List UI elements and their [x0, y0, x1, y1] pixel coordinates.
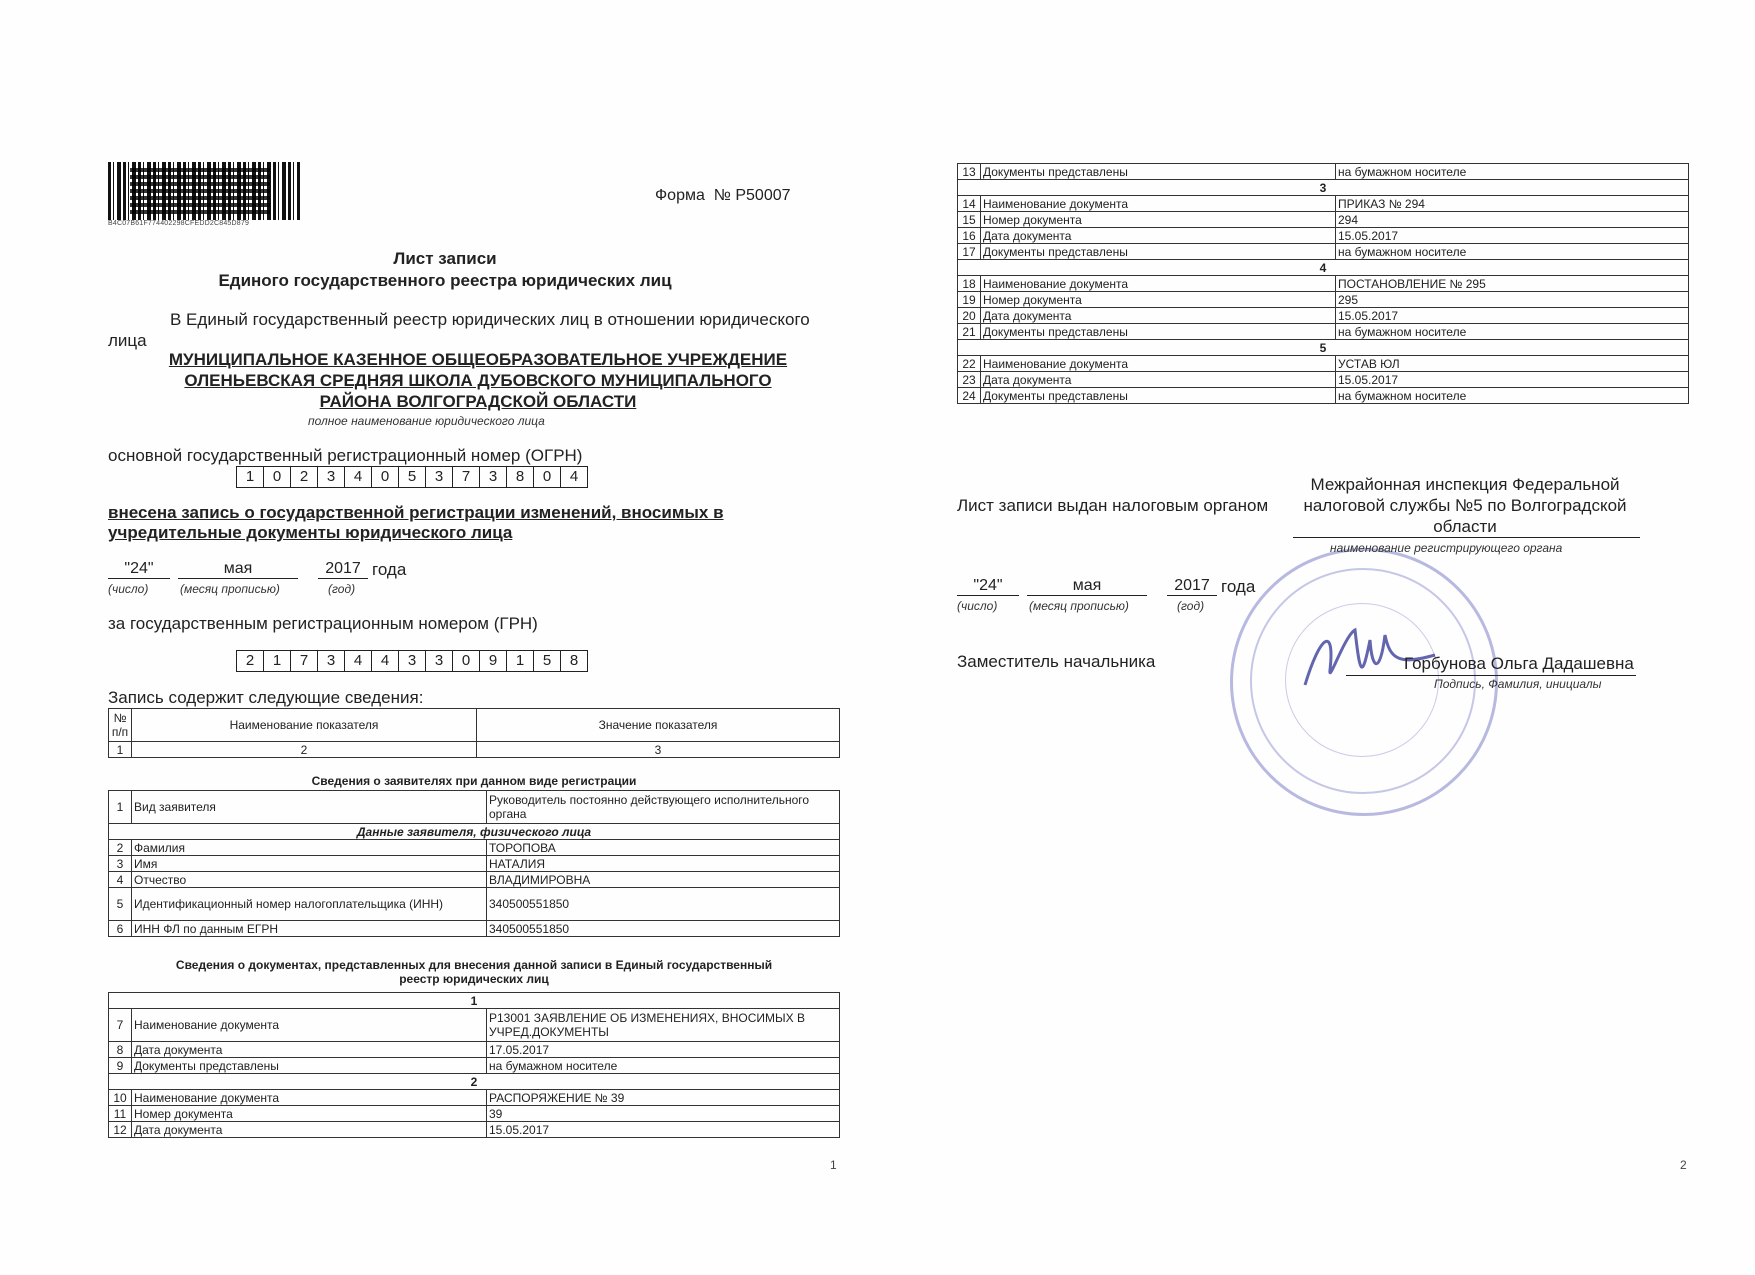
documents-table-right — [957, 163, 1689, 404]
ogrn-digit: 7 — [453, 467, 480, 487]
table-row — [109, 1058, 840, 1074]
cell-name: Дата документа — [981, 372, 1336, 388]
cell-name: Дата документа — [132, 1042, 487, 1058]
form-number-value: № Р50007 — [713, 187, 791, 204]
group-number: 3 — [958, 180, 1689, 196]
table-row — [109, 888, 840, 921]
date-day-caption-right: (число) — [957, 599, 998, 613]
group-number: 1 — [109, 993, 840, 1009]
cell-num: 13 — [958, 164, 981, 180]
cell-num: 18 — [958, 276, 981, 292]
cell-name: Наименование документа — [981, 196, 1336, 212]
grn-digit: 9 — [480, 651, 507, 671]
cell-name: Документы представлены — [981, 164, 1336, 180]
cell-value: РАСПОРЯЖЕНИЕ № 39 — [487, 1090, 840, 1106]
cell-value: на бумажном носителе — [1336, 164, 1689, 180]
ogrn-digit: 1 — [237, 467, 264, 487]
cell-num: 22 — [958, 356, 981, 372]
cell-name: Номер документа — [981, 292, 1336, 308]
table-row — [958, 292, 1689, 308]
cell-value: Руководитель постоянно действующего исполнительного органа — [487, 791, 840, 824]
date-year-caption: (год) — [328, 582, 356, 596]
date-month-caption: (месяц прописью) — [180, 582, 280, 596]
org-line-3: РАЙОНА ВОЛГОГРАДСКОЙ ОБЛАСТИ — [319, 392, 637, 411]
group-number: 2 — [109, 1074, 840, 1090]
grn-digit: 8 — [569, 652, 579, 669]
barcode-pattern — [130, 168, 270, 214]
grn-digit: 4 — [372, 651, 399, 671]
cell-name: Идентификационный номер налогоплательщика (ИНН) — [132, 888, 487, 921]
form-number — [655, 187, 791, 205]
signer-name: Горбунова Ольга Дадашевна — [1404, 654, 1634, 673]
cell-name: Дата документа — [132, 1122, 487, 1138]
cell-value: НАТАЛИЯ — [487, 856, 840, 872]
ogrn-digit: 8 — [507, 467, 534, 487]
cell-name: Имя — [132, 856, 487, 872]
table-row — [958, 164, 1689, 180]
cell-value: ПРИКАЗ № 294 — [1336, 196, 1689, 212]
signature-line — [1346, 675, 1636, 676]
cell-num: 16 — [958, 228, 981, 244]
issued-label: Лист записи выдан налоговым органом — [957, 496, 1269, 515]
entry-statement — [108, 503, 788, 543]
cell-num: 20 — [958, 308, 981, 324]
date-day-caption: (число) — [108, 582, 149, 596]
table-row — [109, 742, 840, 758]
cell-name: Наименование документа — [981, 356, 1336, 372]
org-caption: полное наименование юридического лица — [308, 414, 545, 428]
cell-value: на бумажном носителе — [1336, 324, 1689, 340]
page-number-1: 1 — [830, 1158, 837, 1172]
cell-num: 11 — [109, 1106, 132, 1122]
signer-caption: Подпись, Фамилия, инициалы — [1434, 677, 1602, 691]
cell-num: 8 — [109, 1042, 132, 1058]
table-row — [109, 1074, 840, 1090]
cell-name: Номер документа — [132, 1106, 487, 1122]
ogrn-digit: 3 — [318, 467, 345, 487]
cell-name: Наименование документа — [132, 1009, 487, 1042]
grn-digit: 1 — [264, 651, 291, 671]
contains-label: Запись содержит следующие сведения: — [108, 688, 424, 707]
header-name: Наименование показателя — [132, 709, 477, 742]
cell-num: 21 — [958, 324, 981, 340]
cell-num: 7 — [109, 1009, 132, 1042]
org-line-1: МУНИЦИПАЛЬНОЕ КАЗЕННОЕ ОБЩЕОБРАЗОВАТЕЛЬНОЕ УЧРЕЖДЕНИЕ — [168, 350, 788, 369]
cell-num: 23 — [958, 372, 981, 388]
table-row — [958, 260, 1689, 276]
table-row — [958, 196, 1689, 212]
grn-digit: 0 — [453, 651, 480, 671]
cell-name: Документы представлены — [132, 1058, 487, 1074]
cell-value: 15.05.2017 — [1336, 308, 1689, 324]
date-year-right: 2017 — [1167, 577, 1217, 596]
table-row — [109, 840, 840, 856]
cell-num: 9 — [109, 1058, 132, 1074]
table-row — [109, 1042, 840, 1058]
table-row — [958, 340, 1689, 356]
cell-value: 15.05.2017 — [1336, 372, 1689, 388]
form-label: Форма — [655, 187, 705, 204]
cell-value: 15.05.2017 — [487, 1122, 840, 1138]
table-row — [958, 212, 1689, 228]
header-col1: 1 — [109, 742, 132, 758]
authority-line-2: налоговой службы №5 по Волгоградской — [1303, 496, 1627, 515]
cell-value: 294 — [1336, 212, 1689, 228]
organization-name — [108, 349, 848, 412]
cell-num: 19 — [958, 292, 981, 308]
table-row — [958, 244, 1689, 260]
cell-name: Документы представлены — [981, 324, 1336, 340]
page-number-2: 2 — [1680, 1158, 1687, 1172]
table-row — [958, 180, 1689, 196]
cell-value: ТОРОПОВА — [487, 840, 840, 856]
authority-line-1: Межрайонная инспекция Федеральной — [1310, 475, 1620, 494]
ogrn-digit: 3 — [480, 467, 507, 487]
cell-name: Дата документа — [981, 228, 1336, 244]
ogrn-digit: 5 — [399, 467, 426, 487]
table-row — [109, 856, 840, 872]
cell-value: 39 — [487, 1106, 840, 1122]
table-row — [109, 824, 840, 840]
table-row — [958, 324, 1689, 340]
cell-value: на бумажном носителе — [1336, 244, 1689, 260]
cell-value: ПОСТАНОВЛЕНИЕ № 295 — [1336, 276, 1689, 292]
group-number: 4 — [958, 260, 1689, 276]
cell-value: на бумажном носителе — [487, 1058, 840, 1074]
page-subtitle: Единого государственного реестра юридических лиц — [218, 271, 672, 290]
ogrn-digit: 3 — [426, 467, 453, 487]
table-row — [109, 1009, 840, 1042]
ogrn-digit: 2 — [291, 467, 318, 487]
grn-digit: 3 — [426, 651, 453, 671]
signer-position: Заместитель начальника — [957, 652, 1156, 671]
grn-digit: 3 — [399, 651, 426, 671]
ogrn-digit: 4 — [569, 468, 579, 485]
date-month: мая — [178, 560, 298, 579]
cell-value: 340500551850 — [487, 888, 840, 921]
cell-name: Отчество — [132, 872, 487, 888]
grn-label: за государственным регистрационным номером (ГРН) — [108, 614, 538, 633]
documents-title-line2: реестр юридических лиц — [399, 972, 549, 986]
cell-name: Дата документа — [981, 308, 1336, 324]
page-title: Лист записи — [393, 249, 497, 268]
cell-num: 5 — [109, 888, 132, 921]
date-year-caption-right: (год) — [1177, 599, 1205, 613]
cell-num: 15 — [958, 212, 981, 228]
entry-line-2: учредительные документы юридического лица — [108, 523, 513, 542]
cell-value: Р13001 ЗАЯВЛЕНИЕ ОБ ИЗМЕНЕНИЯХ, ВНОСИМЫХ В УЧРЕД.ДОКУМЕНТЫ — [487, 1009, 840, 1042]
authority-underline — [1293, 537, 1640, 538]
cell-value: 340500551850 — [487, 921, 840, 937]
cell-value: ВЛАДИМИРОВНА — [487, 872, 840, 888]
date-year-suffix: года — [372, 560, 407, 579]
cell-num: 10 — [109, 1090, 132, 1106]
date-year-suffix-right: года — [1221, 577, 1256, 596]
grn-digits — [236, 650, 588, 672]
table-row — [109, 1122, 840, 1138]
table-row — [958, 388, 1689, 404]
header-col2: 2 — [132, 742, 477, 758]
cell-num: 6 — [109, 921, 132, 937]
cell-value: 295 — [1336, 292, 1689, 308]
table-row — [109, 993, 840, 1009]
header-col3: 3 — [477, 742, 840, 758]
table-row — [958, 308, 1689, 324]
table-row — [109, 1106, 840, 1122]
grn-digit: 1 — [507, 651, 534, 671]
cell-num: 14 — [958, 196, 981, 212]
barcode-text: B4C07B61F774402298CFEDD2C845D879 — [108, 220, 250, 227]
table-row — [958, 228, 1689, 244]
ogrn-digit: 4 — [345, 467, 372, 487]
cell-num: 1 — [109, 791, 132, 824]
header-num: № п/п — [109, 709, 132, 742]
cell-value: УСТАВ ЮЛ — [1336, 356, 1689, 372]
date-month-right: мая — [1027, 577, 1147, 596]
cell-num: 3 — [109, 856, 132, 872]
cell-value: 15.05.2017 — [1336, 228, 1689, 244]
documents-title-line1: Сведения о документах, представленных для внесения данной записи в Единый государственный — [175, 958, 773, 972]
date-day-right: "24" — [957, 577, 1019, 596]
table-row — [958, 356, 1689, 372]
cell-num: 12 — [109, 1122, 132, 1138]
authority-line-3: области — [1433, 517, 1497, 536]
grn-digit: 2 — [237, 651, 264, 671]
org-line-2: ОЛЕНЬЕВСКАЯ СРЕДНЯЯ ШКОЛА ДУБОВСКОГО МУНИЦИПАЛЬНОГО — [184, 371, 772, 390]
date-month-caption-right: (месяц прописью) — [1029, 599, 1129, 613]
intro-text: В Единый государственный реестр юридических лиц в отношении юридического — [170, 310, 810, 329]
cell-name: Вид заявителя — [132, 791, 487, 824]
grn-digit: 7 — [291, 651, 318, 671]
cell-name: Фамилия — [132, 840, 487, 856]
ogrn-digit: 0 — [264, 467, 291, 487]
cell-name: Документы представлены — [981, 244, 1336, 260]
table-row — [109, 921, 840, 937]
ogrn-digit: 0 — [372, 467, 399, 487]
grn-digit: 5 — [534, 651, 561, 671]
cell-num: 4 — [109, 872, 132, 888]
date-day: "24" — [108, 560, 170, 579]
table-row — [958, 372, 1689, 388]
ogrn-label: основной государственный регистрационный номер (ОГРН) — [108, 446, 583, 465]
table-row — [109, 709, 840, 742]
applicants-title: Сведения о заявителях при данном виде регистрации — [311, 774, 637, 788]
table-row — [109, 872, 840, 888]
cell-name: Наименование документа — [132, 1090, 487, 1106]
cell-num: 17 — [958, 244, 981, 260]
cell-value: на бумажном носителе — [1336, 388, 1689, 404]
intro-text-cont: лица — [108, 331, 147, 350]
cell-value: 17.05.2017 — [487, 1042, 840, 1058]
table-row — [109, 1090, 840, 1106]
header-table — [108, 708, 840, 758]
cell-num: 2 — [109, 840, 132, 856]
cell-name: Номер документа — [981, 212, 1336, 228]
cell-num: 24 — [958, 388, 981, 404]
cell-name: ИНН ФЛ по данным ЕГРН — [132, 921, 487, 937]
cell-name: Документы представлены — [981, 388, 1336, 404]
ogrn-digits — [236, 466, 588, 488]
applicant-subheader: Данные заявителя, физического лица — [109, 824, 840, 840]
table-row — [958, 276, 1689, 292]
grn-digit: 3 — [318, 651, 345, 671]
cell-name: Наименование документа — [981, 276, 1336, 292]
table-row — [109, 791, 840, 824]
group-number: 5 — [958, 340, 1689, 356]
entry-line-1: внесена запись о государственной регистрации изменений, вносимых в — [108, 503, 724, 522]
grn-digit: 4 — [345, 651, 372, 671]
documents-table-left — [108, 992, 840, 1138]
documents-title — [108, 958, 840, 986]
authority-caption: наименование регистрирующего органа — [1330, 541, 1563, 555]
applicants-table — [108, 790, 840, 937]
authority-name — [1290, 474, 1640, 537]
date-year: 2017 — [318, 560, 368, 579]
ogrn-digit: 0 — [534, 467, 561, 487]
header-value: Значение показателя — [477, 709, 840, 742]
